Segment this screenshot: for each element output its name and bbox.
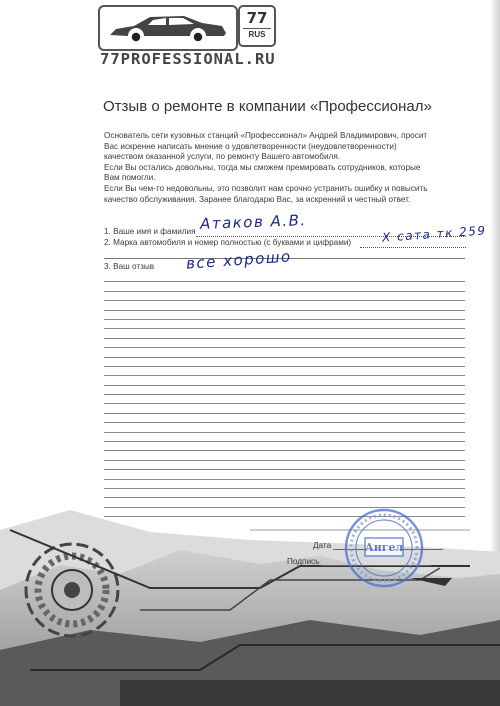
intro-line: Вам помогли. (104, 173, 156, 183)
ruled-line (104, 292, 465, 301)
ruled-line (104, 414, 465, 423)
ruled-line (104, 376, 465, 385)
site-name: 77PROFESSIONAL.RU (100, 50, 276, 68)
ruled-line (104, 404, 465, 413)
region-plate (238, 5, 276, 47)
q2-label: 2. Марка автомобиля и номер полностью (с буквами и цифрами) (104, 238, 352, 247)
intro-line: качеством оказанной услуги, по ремонту Вашего автомобиля. (104, 152, 341, 162)
ruled-line (104, 273, 465, 282)
q2-handwritten-answer[interactable]: Х сата тк 259 (381, 223, 487, 245)
ruled-line (104, 358, 465, 367)
intro-line: Основатель сети кузовных станций «Профессионал» Андрей Владимирович, просит (104, 131, 428, 140)
date-label: Дата (313, 541, 332, 550)
decorative-tech-graphic (0, 470, 500, 706)
company-stamp (343, 507, 425, 589)
car-logo-icon (106, 13, 230, 43)
intro-line: Если Вы чем-то недовольны, это позволит нам срочно устранить ошибку и повысить (104, 183, 428, 193)
plate-region: RUS (243, 28, 271, 41)
ruled-line (104, 386, 465, 395)
ruled-line (104, 423, 465, 432)
intro-line: Если Вы остались довольны, тогда мы сможем премировать сотрудников, которые (104, 162, 421, 172)
intro-line: Вас искренне написать мнение о удовлетворенности (неудовлетворенности) (104, 141, 397, 151)
ruled-line (104, 367, 465, 376)
stamp-text: Ангел (364, 541, 404, 554)
page-title: Отзыв о ремонте в компании «Профессионал» (103, 98, 432, 115)
ruled-line (104, 395, 465, 404)
ruled-line (104, 348, 465, 357)
ruled-line (104, 301, 465, 310)
q1-label: 1. Ваше имя и фамилия (104, 227, 196, 236)
ruled-line (104, 433, 465, 442)
ruled-line (104, 329, 465, 338)
ruled-line (104, 320, 465, 329)
ruled-line (104, 442, 465, 451)
ruled-line (104, 461, 465, 470)
intro-line: качество обслуживания. Заранее благодарю Вас, за искренний и честный ответ. (104, 194, 411, 204)
q3-handwritten-answer[interactable]: все хорошо (185, 247, 293, 273)
signature-label: Подпись (287, 557, 320, 566)
plate-number: 77 (246, 9, 268, 27)
q3-label: 3. Ваш отзыв (104, 262, 155, 271)
logo-car-badge (98, 5, 238, 51)
q2-line (360, 247, 466, 248)
ruled-line (104, 282, 465, 291)
ruled-line (104, 339, 465, 348)
ruled-line (104, 451, 465, 460)
q1-handwritten-answer[interactable]: Атаков А.В. (199, 211, 307, 233)
intro-text (104, 131, 474, 205)
ruled-line (104, 311, 465, 320)
